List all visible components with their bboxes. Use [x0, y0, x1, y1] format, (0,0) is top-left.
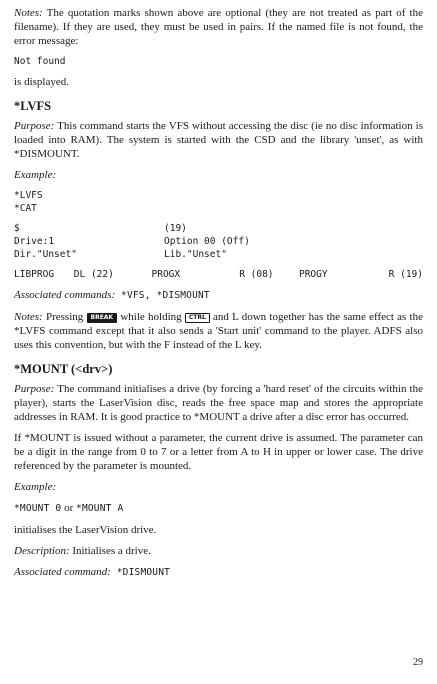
or-text: or [61, 502, 77, 514]
notes-text: while holding [117, 311, 185, 323]
ctrl-key-icon: CTRL [185, 313, 210, 323]
purpose-text: The command initialises a drive (by forcing a 'hard reset' of the circuits within the player), starts the LaserVision disc, reads the free space map and stores the appropriate addresses in RAM. It is good practice to *MOUNT a drive after a disc error has occurred. [14, 383, 423, 423]
lvfs-example-label [14, 168, 423, 182]
assoc-label: Associated commands: [14, 289, 116, 301]
cat-cell: $ [14, 223, 20, 234]
cat-row [14, 248, 423, 261]
assoc-cmd: *DISMOUNT [110, 567, 171, 578]
cat-row [14, 235, 423, 248]
purpose-label: Purpose: [14, 120, 55, 132]
desc-text: Initialises a drive. [69, 545, 151, 557]
mount-associated [14, 565, 423, 580]
cat-cell: (19) [164, 223, 187, 234]
file-attr: DL (22) [73, 269, 114, 280]
code-cmd: *MOUNT 0 [14, 503, 62, 514]
intro-notes [14, 6, 423, 48]
mount-para2: If *MOUNT is issued without a parameter, the current drive is assumed. The parameter can be a digit in the range from 0 to 7 or a letter from A to H in upper or lower case. The drive referenced by the parameter is mounted. [14, 432, 423, 472]
purpose-label: Purpose: [14, 383, 55, 395]
mount-description [14, 544, 423, 558]
mount-heading: *MOUNT (<drv>) [14, 362, 113, 376]
assoc-cmds: *VFS, *DISMOUNT [115, 290, 210, 301]
lvfs-example-code [14, 189, 423, 215]
cat-cell: Dir."Unset" [14, 249, 77, 260]
example-label: Example: [14, 169, 57, 181]
cat-cell: Lib."Unset" [164, 249, 227, 260]
cat-row [14, 222, 423, 235]
code-cmd: *MOUNT A [76, 503, 124, 514]
cat-cell: Drive:1 [14, 236, 55, 247]
file-attr: R (08) [239, 269, 274, 280]
mount-example-after: initialises the LaserVision drive. [14, 524, 157, 536]
mount-purpose [14, 382, 423, 424]
notes-text: Pressing [42, 311, 87, 323]
intro-after: is displayed. [14, 76, 69, 88]
mount-example-line [14, 501, 423, 516]
notes-label: Notes: [14, 7, 43, 19]
assoc-label: Associated command: [14, 566, 111, 578]
cat-output [14, 222, 423, 261]
lvfs-associated [14, 288, 423, 303]
mount-example-label [14, 480, 423, 494]
error-message: Not found [14, 56, 66, 67]
file-name: PROGX [151, 269, 181, 280]
file-attr: R (19) [388, 269, 423, 280]
file-list [14, 268, 423, 281]
cat-cell: Option 00 (Off) [164, 236, 250, 247]
purpose-text: This command starts the VFS without accessing the disc (ie no disc information is loaded into RAM). The system is started with the CSD and the library 'unset', as with *DISMOUNT. [14, 120, 423, 160]
desc-label: Description: [14, 545, 70, 557]
notes-text: The quotation marks shown above are optional (they are not treated as part of the filename). If they are used, they must be used in pairs. If the named file is not found, the error message: [14, 7, 423, 47]
code-line: *LVFS [14, 190, 43, 201]
lvfs-heading: *LVFS [14, 99, 52, 113]
lvfs-purpose [14, 119, 423, 161]
break-key-icon: BREAK [87, 313, 118, 323]
file-name: LIBPROG [14, 269, 55, 280]
notes-text: and L down together has the same effect as the *LVFS command except that it also sends a 'Start unit' command to the player. ADFS also uses this convention, but with the F instead of the L key. [14, 311, 424, 351]
example-label: Example: [14, 481, 57, 493]
notes-label: Notes: [14, 311, 43, 323]
page-number: 29 [413, 657, 423, 668]
lvfs-notes [14, 310, 423, 352]
code-line: *CAT [14, 203, 37, 214]
file-name: PROGY [298, 269, 328, 280]
